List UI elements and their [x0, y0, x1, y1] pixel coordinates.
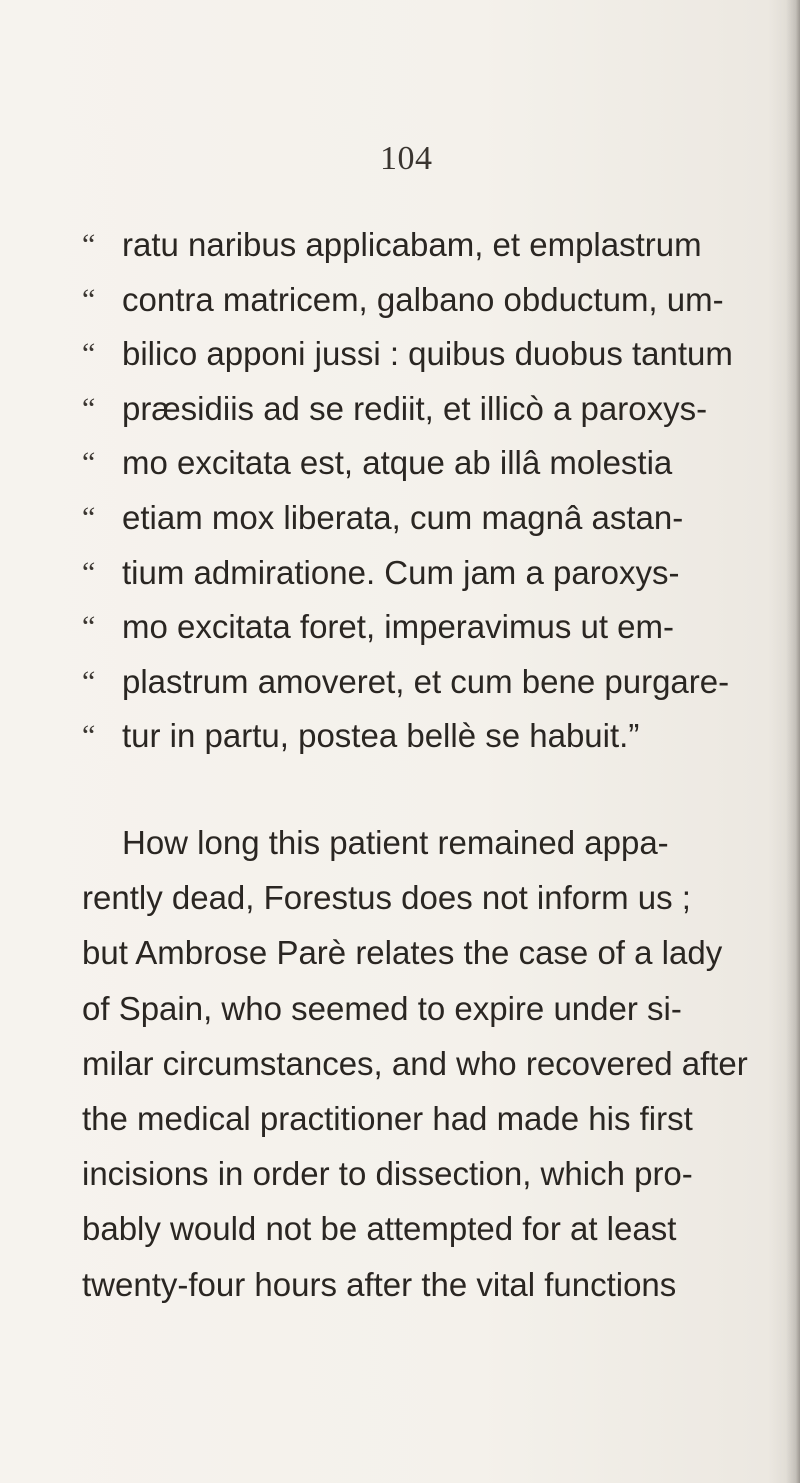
quote-line	[82, 382, 762, 437]
quote-line-text: contra matricem, galbano obductum, um-	[122, 280, 724, 318]
quote-line-text: præsidiis ad se rediit, et illicò a paroxys-	[122, 389, 708, 427]
quote-mark: “	[82, 446, 96, 480]
quote-mark: “	[82, 282, 96, 316]
page-edge-shadow	[786, 0, 800, 1483]
page-number: 104	[380, 140, 433, 177]
quote-line-text: ratu naribus applicabam, et emplastrum	[122, 226, 702, 263]
quote-line	[82, 327, 762, 382]
quote-mark: “	[82, 228, 96, 261]
paragraph-line: twenty-four hours after the vital functions	[82, 1265, 677, 1303]
quote-line	[82, 218, 762, 273]
paragraph-line: milar circumstances, and who recovered after	[82, 1044, 748, 1082]
quote-line	[82, 600, 762, 655]
quote-mark: “	[82, 391, 96, 425]
quote-mark: “	[82, 555, 96, 589]
quote-mark: “	[82, 664, 96, 698]
paragraph-line: How long this patient remained appa-	[122, 824, 669, 861]
paragraph-line: bably would not be attempted for at least	[82, 1210, 677, 1248]
quote-line-text: etiam mox liberata, cum magnâ astan-	[122, 498, 684, 536]
quote-line-text: mo excitata est, atque ab illâ molestia	[122, 444, 673, 482]
quote-line	[82, 709, 762, 764]
paragraph-line: of Spain, who seemed to expire under si-	[82, 989, 682, 1027]
quote-mark: “	[82, 610, 96, 644]
body-paragraph	[82, 815, 762, 1312]
quote-mark: “	[82, 719, 96, 753]
paragraph-line: but Ambrose Parè relates the case of a lady	[82, 934, 723, 972]
quote-line-text: plastrum amoveret, et cum bene purgare-	[122, 662, 730, 700]
paragraph-line: incisions in order to dissection, which pro-	[82, 1155, 693, 1193]
quote-mark: “	[82, 500, 96, 534]
quote-line-text: bilico apponi jussi : quibus duobus tantum	[122, 335, 733, 373]
quote-line-text: tium admiratione. Cum jam a paroxys-	[122, 553, 680, 591]
quote-line	[82, 546, 762, 601]
quote-line	[82, 273, 762, 328]
paragraph-line: rently dead, Forestus does not inform us ;	[82, 879, 691, 917]
latin-quotation	[82, 218, 762, 764]
paragraph-line: the medical practitioner had made his first	[82, 1099, 693, 1137]
quote-line	[82, 655, 762, 710]
quote-line-text: tur in partu, postea bellè se habuit.”	[122, 717, 640, 755]
quote-line	[82, 491, 762, 546]
quote-line-text: mo excitata foret, imperavimus ut em-	[122, 608, 675, 646]
quote-line	[82, 436, 762, 491]
quote-mark: “	[82, 337, 96, 371]
